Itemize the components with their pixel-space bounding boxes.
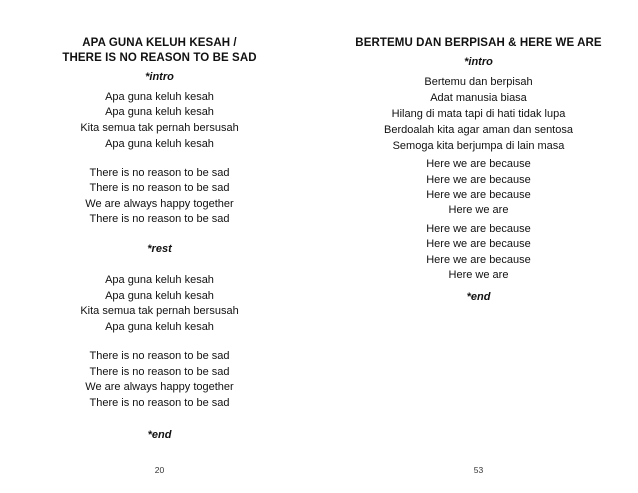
lyric-line: Apa guna keluh kesah (105, 91, 214, 103)
song-title: BERTEMU DAN BERPISAH & HERE WE ARE (355, 37, 602, 49)
lyric-line: Here we are (448, 204, 509, 216)
lyric-line: Bertemu dan berpisah (424, 76, 533, 88)
lyric-line: Adat manusia biasa (430, 92, 527, 104)
lyric-line: Hilang di mata tapi di hati tidak lupa (391, 108, 566, 120)
lyric-line: Kita semua tak pernah bersusah (80, 305, 239, 317)
lyric-line: Here we are because (426, 254, 531, 266)
lyric-line: Apa guna keluh kesah (105, 290, 214, 302)
lyric-line: Semoga kita berjumpa di lain masa (392, 140, 565, 152)
lyric-line: Here we are because (426, 238, 531, 250)
lyric-line: We are always happy together (85, 381, 234, 393)
lyric-line: Apa guna keluh kesah (105, 106, 214, 118)
lyric-line: There is no reason to be sad (89, 366, 230, 378)
lyric-line: Berdoalah kita agar aman dan sentosa (384, 124, 573, 136)
lyric-line: We are always happy together (85, 198, 234, 210)
intro-marker: *intro (145, 71, 174, 83)
end-marker: *end (147, 429, 172, 441)
lyric-line: There is no reason to be sad (89, 167, 230, 179)
lyric-line: There is no reason to be sad (89, 182, 230, 194)
page-number: 53 (473, 465, 484, 475)
rest-marker: *rest (147, 243, 172, 255)
lyric-line: There is no reason to be sad (89, 213, 230, 225)
right-page (319, 0, 638, 493)
lyric-line: Here we are because (426, 158, 531, 170)
lyric-line: There is no reason to be sad (89, 350, 230, 362)
song-title-line-2: THERE IS NO REASON TO BE SAD (62, 52, 257, 64)
page-number: 20 (154, 465, 165, 475)
lyric-line: Apa guna keluh kesah (105, 138, 214, 150)
lyric-line: Here we are because (426, 189, 531, 201)
end-marker: *end (466, 291, 491, 303)
lyric-line: Here we are because (426, 174, 531, 186)
lyric-line: Apa guna keluh kesah (105, 274, 214, 286)
lyric-line: Apa guna keluh kesah (105, 321, 214, 333)
lyric-line: Here we are because (426, 223, 531, 235)
lyric-line: Here we are (448, 269, 509, 281)
intro-marker: *intro (464, 56, 493, 68)
song-title-line-1: APA GUNA KELUH KESAH / (82, 37, 237, 49)
lyric-line: Kita semua tak pernah bersusah (80, 122, 239, 134)
lyric-line: There is no reason to be sad (89, 397, 230, 409)
